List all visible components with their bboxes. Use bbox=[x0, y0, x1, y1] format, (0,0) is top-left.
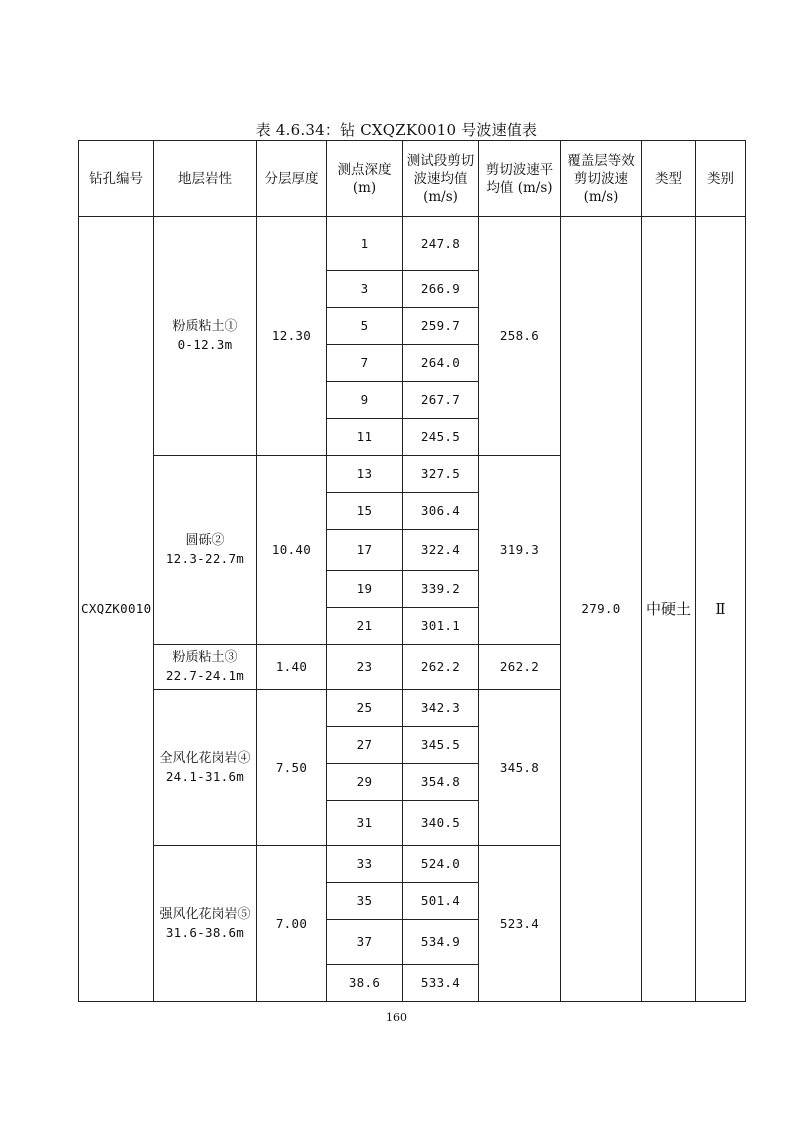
avg-vs-cell: 345.8 bbox=[479, 690, 561, 846]
lithology-name: 粉质粘土③ bbox=[172, 650, 238, 665]
header-avg-vs-line1: 剪切波速平 bbox=[485, 161, 554, 178]
lithology-range: 0-12.3m bbox=[177, 337, 233, 352]
lithology-name: 圆砾② bbox=[185, 533, 225, 548]
header-depth-unit: (m) bbox=[352, 179, 377, 196]
lithology-name: 强风化花岗岩⑤ bbox=[159, 906, 251, 922]
header-hole: 钻孔编号 bbox=[79, 141, 154, 217]
header-type: 类型 bbox=[642, 141, 696, 217]
segment-vs-cell: 301.1 bbox=[403, 608, 479, 645]
thickness-cell: 1.40 bbox=[257, 645, 327, 690]
segment-vs-cell: 247.8 bbox=[403, 217, 479, 271]
segment-vs-cell: 524.0 bbox=[403, 846, 479, 883]
depth-cell: 31 bbox=[327, 801, 403, 846]
segment-vs-cell: 262.2 bbox=[403, 645, 479, 690]
depth-cell: 27 bbox=[327, 727, 403, 764]
site-class-cell: Ⅱ bbox=[696, 217, 746, 1002]
depth-cell: 21 bbox=[327, 608, 403, 645]
segment-vs-cell: 266.9 bbox=[403, 271, 479, 308]
lithology-cell bbox=[154, 690, 257, 846]
thickness-cell: 12.30 bbox=[257, 217, 327, 456]
soil-type-cell: 中硬土 bbox=[642, 217, 696, 1002]
depth-cell: 9 bbox=[327, 382, 403, 419]
segment-vs-cell: 322.4 bbox=[403, 530, 479, 571]
header-cover-vs-line2: 剪切波速 bbox=[574, 170, 628, 187]
segment-vs-cell: 534.9 bbox=[403, 920, 479, 965]
lithology-range: 12.3-22.7m bbox=[165, 551, 245, 566]
segment-vs-cell: 354.8 bbox=[403, 764, 479, 801]
header-depth bbox=[327, 141, 403, 217]
lithology-name: 全风化花岗岩④ bbox=[159, 750, 251, 766]
thickness-cell: 7.00 bbox=[257, 846, 327, 1002]
depth-cell: 38.6 bbox=[327, 965, 403, 1002]
header-cover-vs bbox=[561, 141, 642, 217]
page-number: 160 bbox=[386, 1011, 407, 1024]
depth-cell: 1 bbox=[327, 217, 403, 271]
depth-cell: 11 bbox=[327, 419, 403, 456]
header-cover-vs-unit: (m/s) bbox=[583, 188, 619, 205]
avg-vs-cell: 319.3 bbox=[479, 456, 561, 645]
header-depth-line: 测点深度 bbox=[337, 161, 392, 178]
lithology-cell bbox=[154, 645, 257, 690]
segment-vs-cell: 345.5 bbox=[403, 727, 479, 764]
header-lithology: 地层岩性 bbox=[154, 141, 257, 217]
depth-cell: 25 bbox=[327, 690, 403, 727]
header-row bbox=[79, 141, 746, 217]
lithology-range: 31.6-38.6m bbox=[165, 924, 245, 940]
depth-cell: 3 bbox=[327, 271, 403, 308]
depth-cell: 5 bbox=[327, 308, 403, 345]
depth-cell: 13 bbox=[327, 456, 403, 493]
header-segment-vs-line1: 测试段剪切 bbox=[406, 152, 475, 169]
depth-cell: 35 bbox=[327, 883, 403, 920]
depth-cell: 33 bbox=[327, 846, 403, 883]
depth-cell: 17 bbox=[327, 530, 403, 571]
hole-id-cell: CXQZK0010 bbox=[79, 217, 154, 1002]
lithology-cell bbox=[154, 217, 257, 456]
segment-vs-cell: 245.5 bbox=[403, 419, 479, 456]
segment-vs-cell: 533.4 bbox=[403, 965, 479, 1002]
thickness-cell: 10.40 bbox=[257, 456, 327, 645]
segment-vs-cell: 267.7 bbox=[403, 382, 479, 419]
depth-cell: 7 bbox=[327, 345, 403, 382]
depth-cell: 19 bbox=[327, 571, 403, 608]
thickness-cell: 7.50 bbox=[257, 690, 327, 846]
lithology-range: 24.1-31.6m bbox=[165, 768, 245, 784]
equiv-vs-cell: 279.0 bbox=[561, 217, 642, 1002]
header-thickness: 分层厚度 bbox=[257, 141, 327, 217]
segment-vs-cell: 342.3 bbox=[403, 690, 479, 727]
depth-cell: 37 bbox=[327, 920, 403, 965]
segment-vs-cell: 340.5 bbox=[403, 801, 479, 846]
header-segment-vs bbox=[403, 141, 479, 217]
avg-vs-cell: 262.2 bbox=[479, 645, 561, 690]
segment-vs-cell: 339.2 bbox=[403, 571, 479, 608]
depth-cell: 23 bbox=[327, 645, 403, 690]
header-avg-vs bbox=[479, 141, 561, 217]
lithology-cell bbox=[154, 846, 257, 1002]
segment-vs-cell: 501.4 bbox=[403, 883, 479, 920]
segment-vs-cell: 259.7 bbox=[403, 308, 479, 345]
depth-cell: 15 bbox=[327, 493, 403, 530]
header-avg-vs-line2: 均值 (m/s) bbox=[486, 179, 553, 196]
table-row bbox=[79, 217, 746, 271]
lithology-range: 22.7-24.1m bbox=[165, 668, 245, 683]
table-title: 表 4.6.34：钻 CXQZK0010 号波速值表 bbox=[255, 121, 538, 139]
table-body bbox=[79, 217, 746, 1002]
header-segment-vs-unit: (m/s) bbox=[423, 188, 458, 205]
depth-cell: 29 bbox=[327, 764, 403, 801]
segment-vs-cell: 327.5 bbox=[403, 456, 479, 493]
wave-velocity-table bbox=[78, 140, 746, 1002]
avg-vs-cell: 258.6 bbox=[479, 217, 561, 456]
avg-vs-cell: 523.4 bbox=[479, 846, 561, 1002]
segment-vs-cell: 264.0 bbox=[403, 345, 479, 382]
segment-vs-cell: 306.4 bbox=[403, 493, 479, 530]
lithology-cell bbox=[154, 456, 257, 645]
lithology-name: 粉质粘土① bbox=[172, 319, 238, 334]
header-cover-vs-line1: 覆盖层等效 bbox=[567, 152, 635, 169]
header-segment-vs-line2: 波速均值 bbox=[413, 170, 468, 187]
header-category: 类别 bbox=[696, 141, 746, 217]
